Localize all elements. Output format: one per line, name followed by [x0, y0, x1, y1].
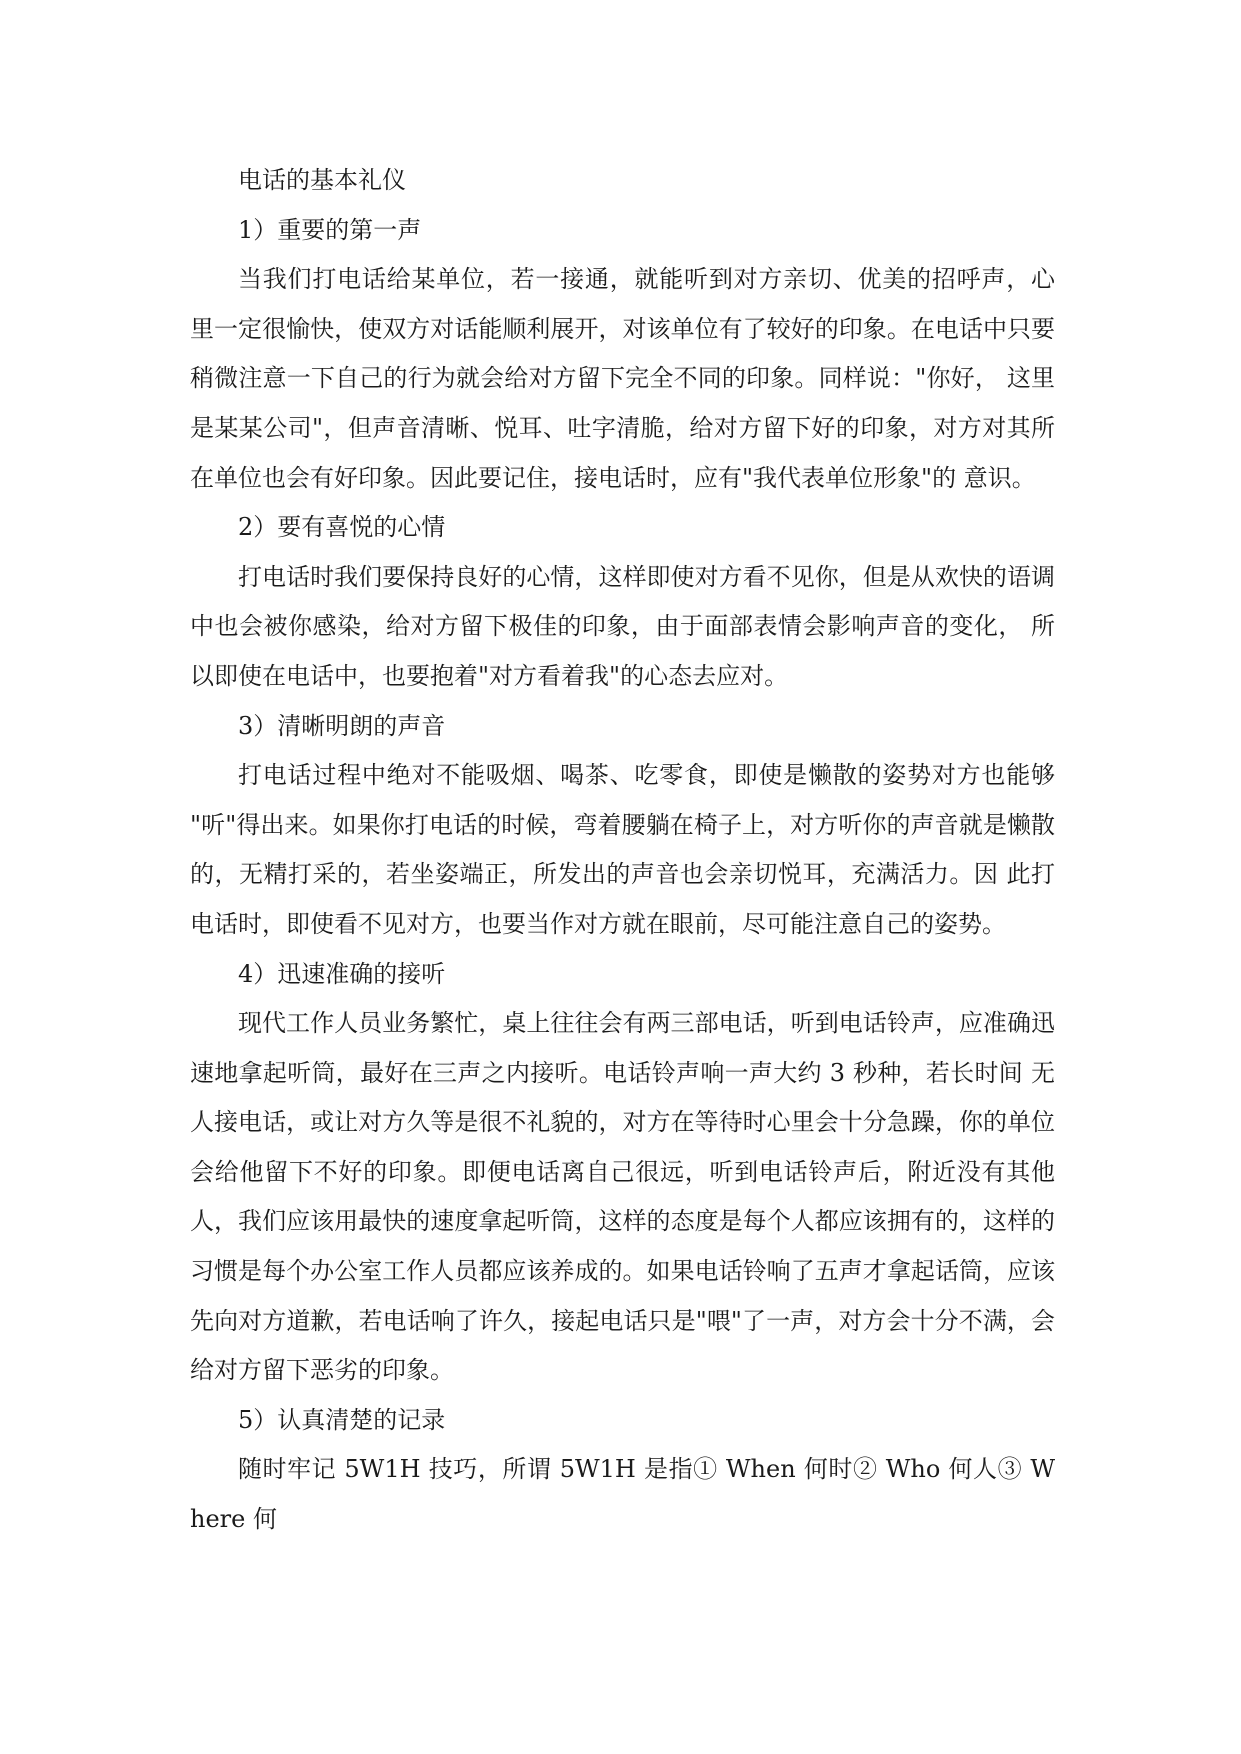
document-title: 电话的基本礼仪: [238, 166, 406, 194]
section-heading-5: 5）认真清楚的记录: [238, 1405, 446, 1434]
section-heading-1: 1）重要的第一声: [238, 215, 422, 244]
section-body-5: 随时牢记 5W1H 技巧，所谓 5W1H 是指① When 何时② Who 何人③ Where 何: [190, 1455, 1055, 1534]
section-heading-2: 2）要有喜悦的心情: [238, 513, 446, 542]
section-body-2: 打电话时我们要保持良好的心情，这样即使对方看不见你，但是从欢快的语调中也会被你感染，给对方留下极佳的印象，由于面部表情会影响声音的变化， 所以即使在电话中，也要抱着"对方看着我"的心态去应对。: [190, 562, 1055, 690]
section-heading-3: 3）清晰明朗的声音: [238, 711, 446, 740]
document-body: [190, 156, 1055, 1545]
section-body-3: 打电话过程中绝对不能吸烟、喝茶、吃零食，即使是懒散的姿势对方也能够 "听"得出来。如果你打电话的时候，弯着腰躺在椅子上，对方听你的声音就是懒散的，无精打采的，若坐姿端正，所发出的声音也会亲切悦耳，充满活力。因 此打电话时，即使看不见对方，也要当作对方就在眼前，尽可能注意自己的姿势。: [190, 761, 1055, 938]
section-heading-4: 4）迅速准确的接听: [238, 959, 446, 988]
section-body-4: 现代工作人员业务繁忙，桌上往往会有两三部电话，听到电话铃声，应准确迅速地拿起听筒，最好在三声之内接听。电话铃声响一声大约 3 秒种，若长时间 无人接电话，或让对方久等是很不礼貌的，对方在等待时心里会十分急躁，你的单位会给他留下不好的印象。即便电话离自己很远，听到电话铃声后，附近没有其他人，我们应该用最快的速度拿起听筒，这样的态度是每个人都应该拥有的，这样的习惯是每个办公室工作人员都应该养成的。如果电话铃响了五声才拿起话筒，应该先向对方道歉，若电话响了许久，接起电话只是"喂"了一声，对方会十分不满，会给对方留下恶劣的印象。: [190, 1009, 1055, 1385]
section-body-1: 当我们打电话给某单位，若一接通，就能听到对方亲切、优美的招呼声，心 里一定很愉快，使双方对话能顺利展开，对该单位有了较好的印象。在电话中只要稍微注意一下自己的行为就会给对方留下完全不同的印象。同样说："你好， 这里是某某公司"，但声音清晰、悦耳、吐字清脆，给对方留下好的印象，对方对其所在单位也会有好印象。因此要记住，接电话时，应有"我代表单位形象"的 意识。: [190, 265, 1055, 492]
